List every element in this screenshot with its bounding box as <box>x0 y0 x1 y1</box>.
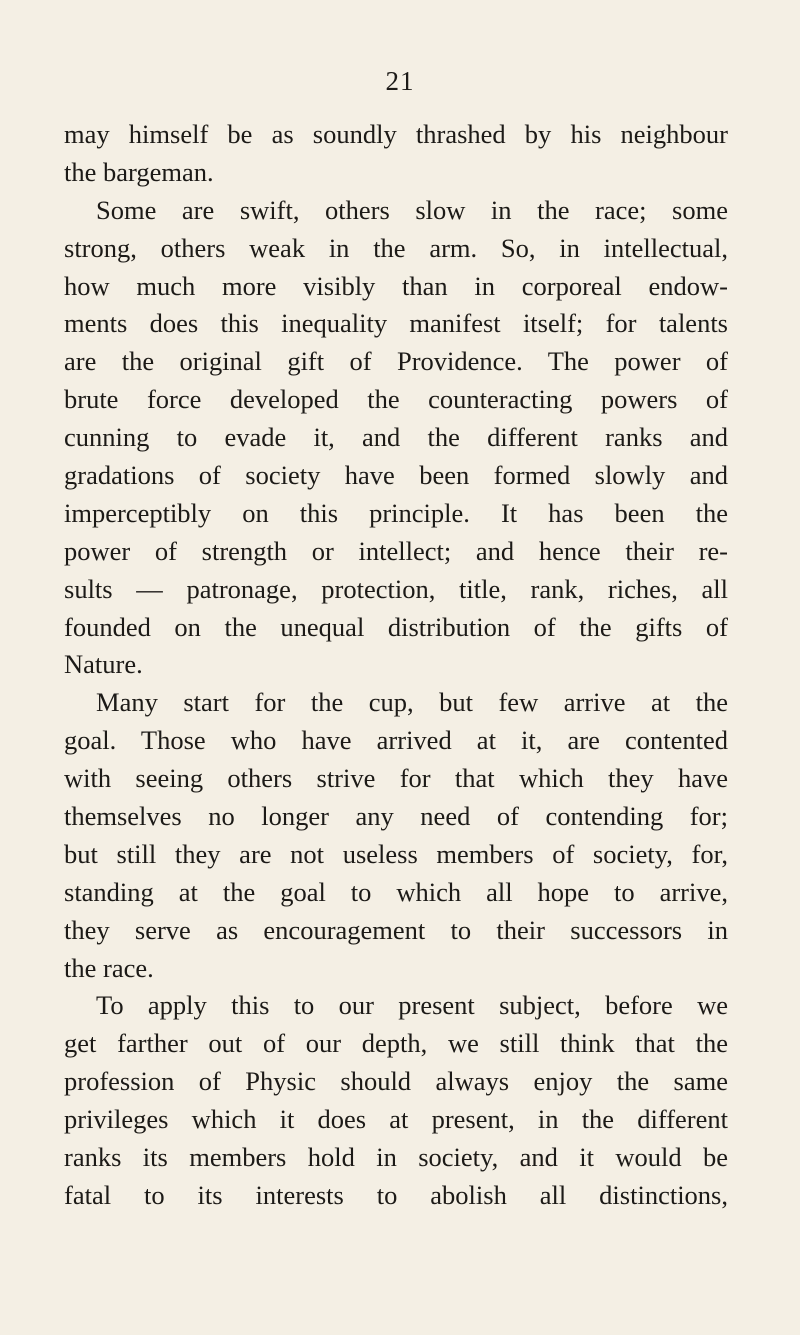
text-line: Nature. <box>64 649 143 680</box>
text-line: ranks its members hold in society, and it would be <box>64 1142 728 1173</box>
text-line: with seeing others strive for that which they have <box>64 763 728 794</box>
text-line: sults — patronage, protection, title, rank, riches, all <box>64 573 728 604</box>
text-line: themselves no longer any need of contending for; <box>64 801 728 832</box>
text-line: fatal to its interests to abolish all distinctions, <box>64 1179 728 1210</box>
text-line: ments does this inequality manifest itself; for talents <box>64 308 728 339</box>
page-number: 21 <box>385 66 415 96</box>
text-line: brute force developed the counteracting powers of <box>64 384 728 415</box>
text-line: may himself be as soundly thrashed by his neighbour <box>64 119 728 149</box>
text-line: Some are swift, others slow in the race; some <box>96 194 728 225</box>
text-line: the race. <box>64 952 154 983</box>
text-line: power of strength or intellect; and hence their re- <box>64 535 728 566</box>
text-line: profession of Physic should always enjoy the same <box>64 1066 728 1097</box>
text-line: are the original gift of Providence. The power of <box>64 346 728 377</box>
text-line: privileges which it does at present, in the different <box>64 1104 728 1135</box>
text-line: goal. Those who have arrived at it, are contented <box>64 725 728 756</box>
text-line: the bargeman. <box>64 156 214 187</box>
text-line: but still they are not useless members of society, for, <box>64 838 728 869</box>
text-line: To apply this to our present subject, before we <box>96 990 728 1021</box>
text-line: they serve as encouragement to their successors in <box>64 914 728 945</box>
text-line: standing at the goal to which all hope to arrive, <box>64 876 728 907</box>
text-line: strong, others weak in the arm. So, in intellectual, <box>64 232 728 263</box>
text-line: founded on the unequal distribution of the gifts of <box>64 611 728 642</box>
text-line: imperceptibly on this principle. It has been the <box>64 497 728 528</box>
text-line: Many start for the cup, but few arrive at the <box>96 687 728 718</box>
text-line: how much more visibly than in corporeal endow- <box>64 270 728 301</box>
text-line: get farther out of our depth, we still think that the <box>64 1028 728 1059</box>
body-text <box>64 116 728 1215</box>
text-line: cunning to evade it, and the different ranks and <box>64 422 728 453</box>
text-line: gradations of society have been formed slowly and <box>64 460 728 491</box>
